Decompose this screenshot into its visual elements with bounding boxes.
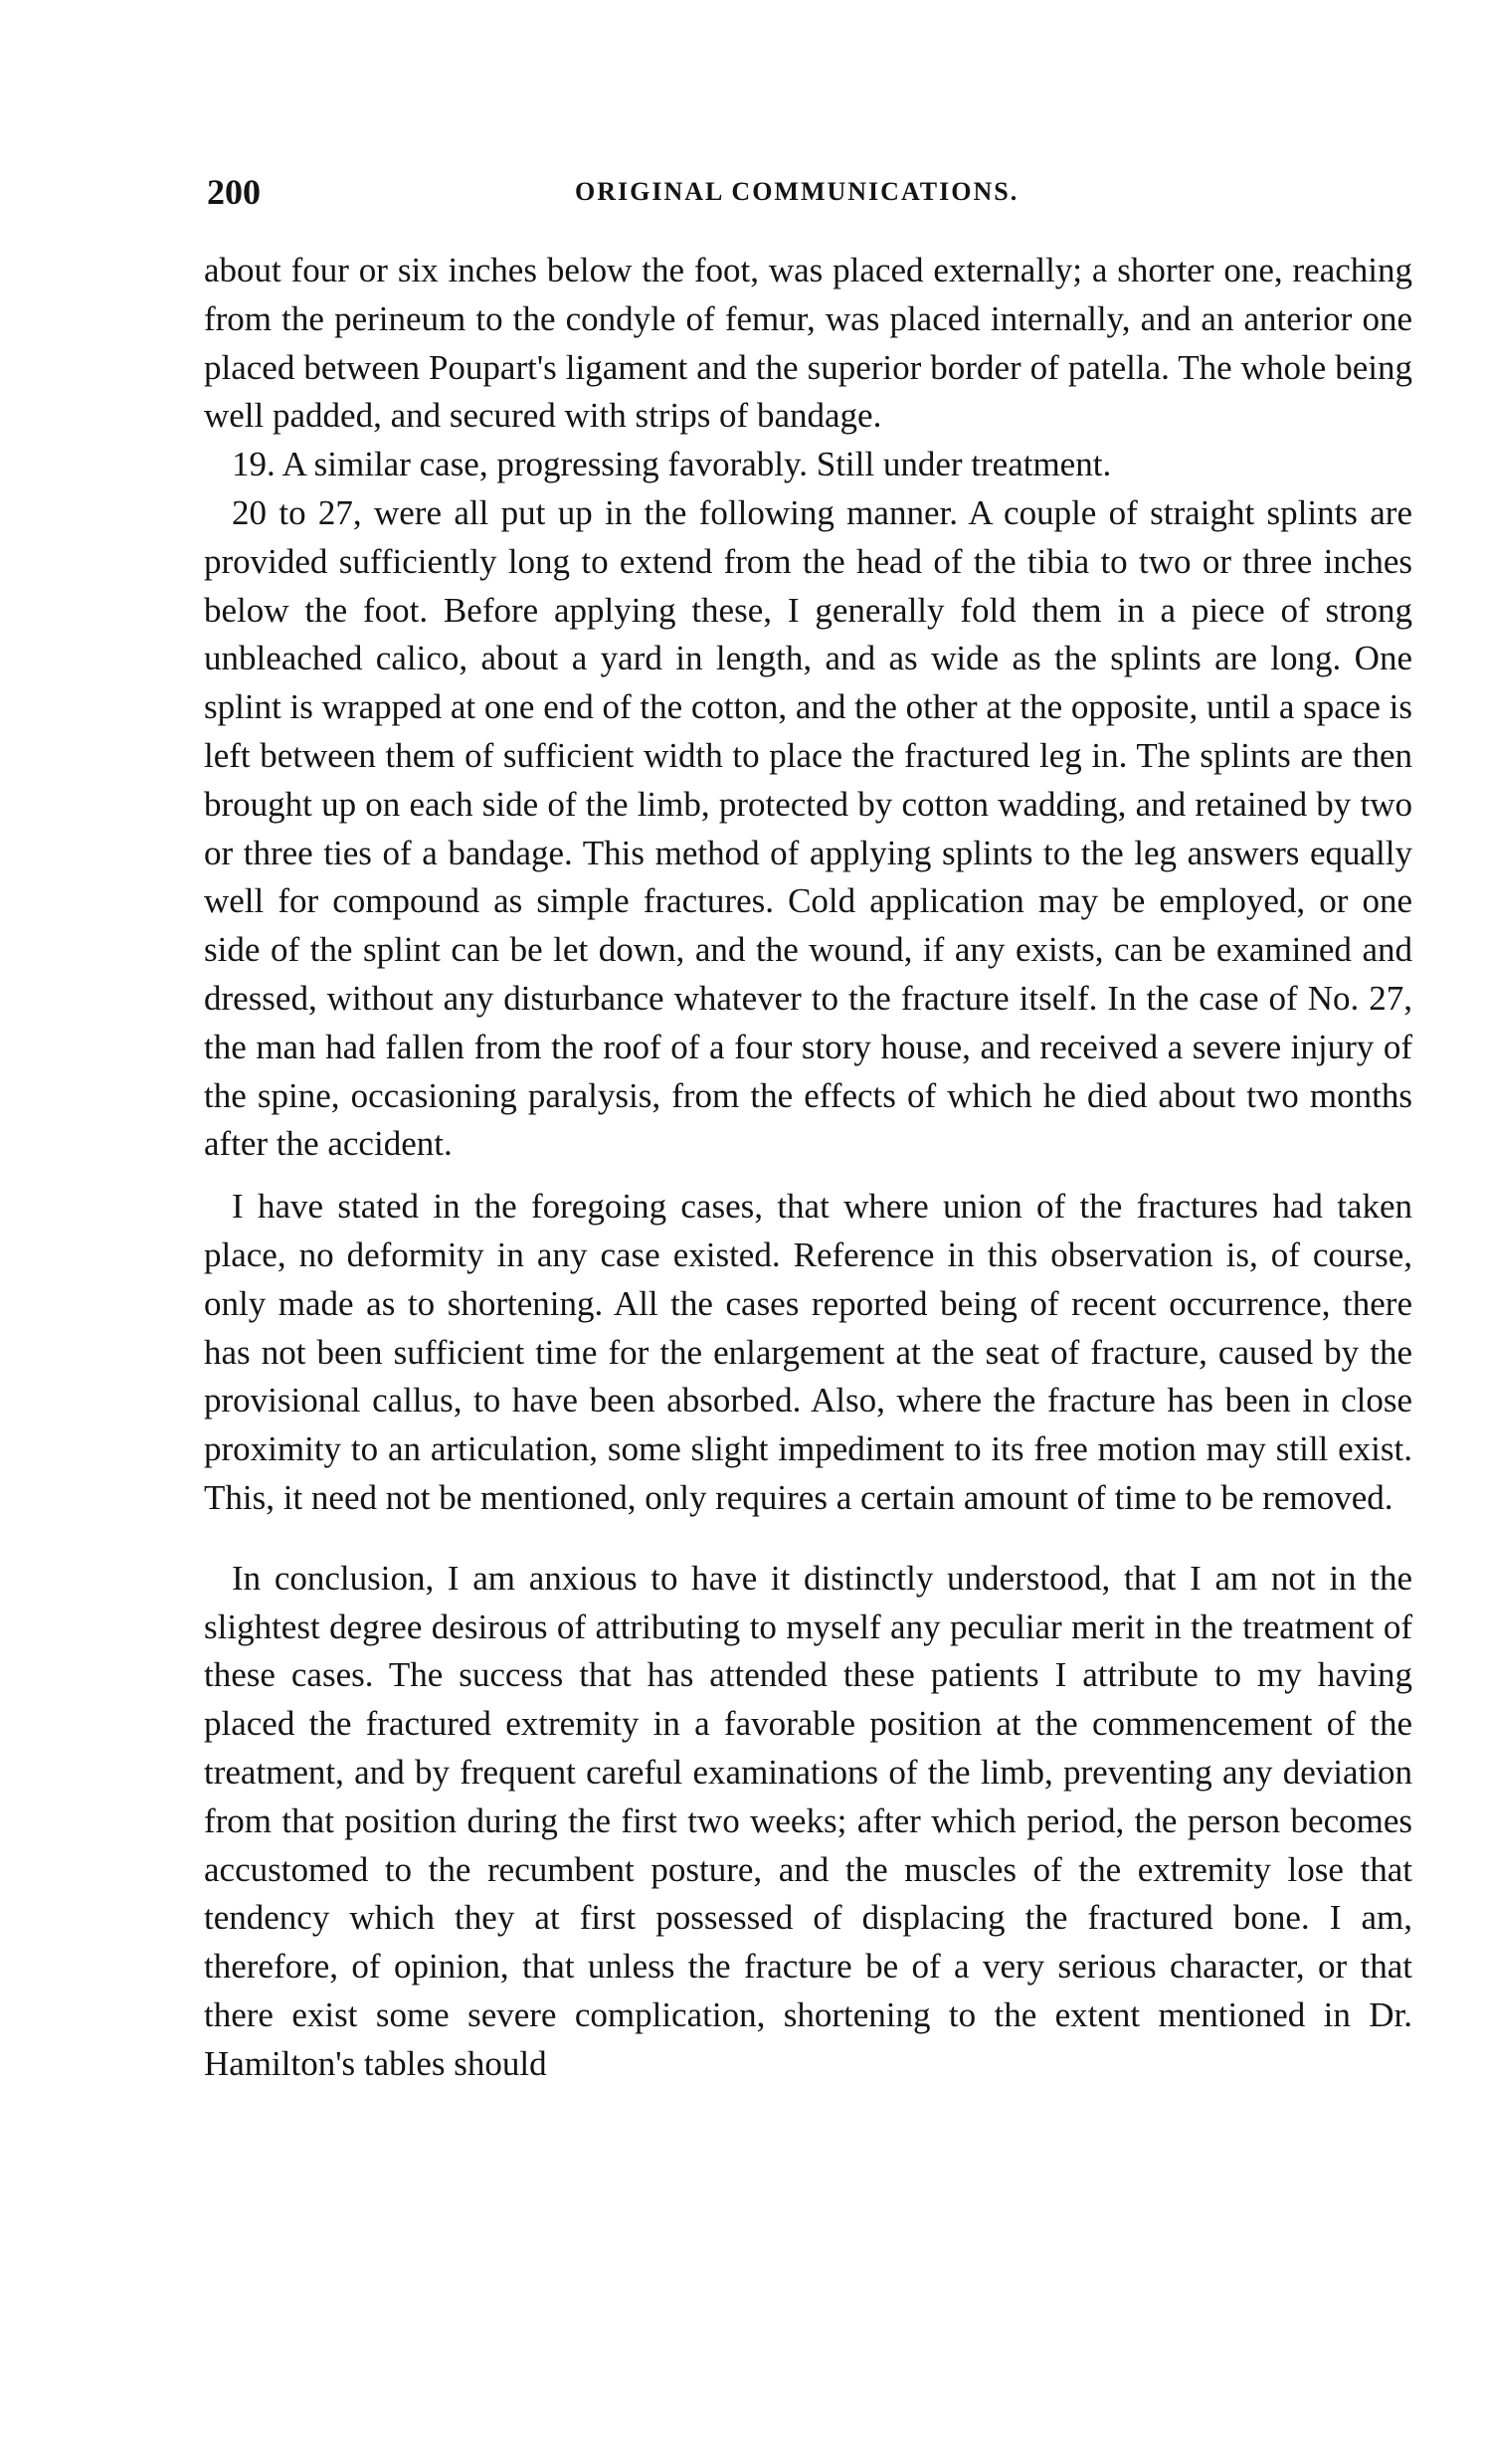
paragraph-case-19: 19. A similar case, progressing favorably. Still under treatment. [232, 445, 1112, 484]
paragraph-continuation: about four or six inches below the foot, was placed externally; a shorter one, reaching from the perineum to the condyle of femur, was placed internally, and an anterior one placed between Poupart's ligament and the superior border of patella. The whole being well padded, and secured with strips of bandage. [204, 251, 1412, 436]
paragraph-conclusion: In conclusion, I am anxious to have it distinctly understood, that I am not in the slightest degree desirous of attributing to myself any peculiar merit in the treatment of these cases. The success that has attended these patients I attribute to my having placed the fractured extremity in a favorable position at the commencement of the treatment, and by frequent careful examinations of the limb, preventing any deviation from that position during the first two weeks; after which period, the person becomes accustomed to the recumbent posture, and the muscles of the extremity lose that tendency which they at first possessed of displacing the fractured bone. I am, therefore, of opinion, that unless the fracture be of a very serious character, or that there exist some severe complication, shortening to the extent mentioned in Dr. Hamilton's tables should [204, 1558, 1412, 2083]
paragraph-deformity: I have stated in the foregoing cases, that where union of the fractures had taken place, no deformity in any case existed. Reference in this observation is, of course, only made as to shortening. All the cases reported being of recent occurrence, there has not been sufficient time for the enlargement at the seat of fracture, caused by the provisional callus, to have been absorbed. Also, where the fracture has been in close proximity to an articulation, some slight impediment to its free motion may still exist. This, it need not be mentioned, only requires a certain amount of time to be removed. [204, 1187, 1412, 1517]
page-number: 200 [207, 172, 261, 212]
body-text [204, 247, 1412, 2088]
page-header [207, 171, 1410, 221]
paragraph-cases-20-27: 20 to 27, were all put up in the following manner. A couple of straight splints are provided sufficiently long to extend from the head of the tibia to two or three inches below the foot. Before applying these, I generally fold them in a piece of strong unbleached calico, about a yard in length, and as wide as the splints are long. One splint is wrapped at one end of the cotton, and the other at the opposite, until a space is left between them of sufficient width to place the fractured leg in. The splints are then brought up on each side of the limb, protected by cotton wadding, and retained by two or three ties of a bandage. This method of applying splints to the leg answers equally well for compound as simple fractures. Cold application may be employed, or one side of the splint can be let down, and the wound, if any exists, can be examined and dressed, without any disturbance whatever to the fracture itself. In the case of No. 27, the man had fallen from the roof of a four story house, and received a severe injury of the spine, occasioning paralysis, from the effects of which he died about two months after the accident. [204, 492, 1412, 1164]
running-head: ORIGINAL COMMUNICATIONS. [575, 177, 1020, 206]
